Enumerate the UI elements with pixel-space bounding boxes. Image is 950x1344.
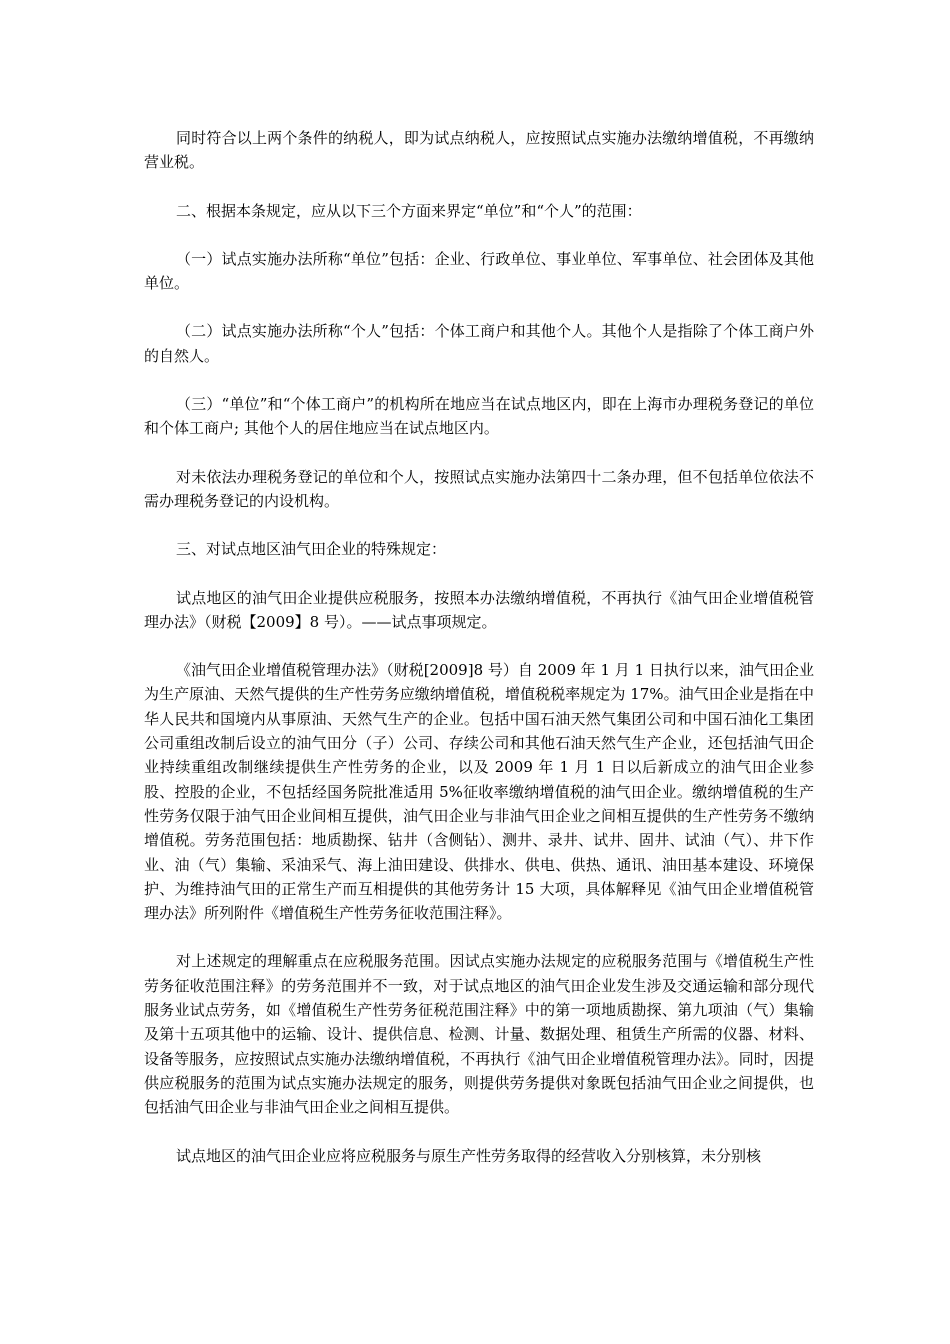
paragraph-section-two-heading: 二、根据本条规定，应从以下三个方面来界定“单位”和“个人”的范围： (176, 201, 642, 220)
paragraph-taxpayer-conditions: 同时符合以上两个条件的纳税人，即为试点纳税人，应按照试点实施办法缴纳增值税，不再缴纳营业税。 (144, 129, 814, 172)
paragraph-unit-definition: （一）试点实施办法所称“单位”包括：企业、行政单位、事业单位、军事单位、社会团体及其他单位。 (144, 249, 814, 293)
paragraph-separate-accounting: 试点地区的油气田企业应将应税服务与原生产性劳务取得的经营收入分别核算，未分别核 (176, 1146, 762, 1165)
paragraph-unregistered-units: 对未依法办理税务登记的单位和个人，按照试点实施办法第四十二条办理，但不包括单位依法不需办理税务登记的内设机构。 (144, 467, 814, 510)
paragraph-location-requirement: （三）“单位”和“个体工商户”的机构所在地应当在试点地区内，即在上海市办理税务登记的单位和个体工商户; 其他个人的居住地应当在试点地区内。 (144, 395, 814, 438)
paragraph-individual-definition: （二）试点实施办法所称“个人”包括：个体工商户和其他个人。其他个人是指除了个体工商户外的自然人。 (144, 322, 814, 365)
paragraph-oilfield-vat-rules: 《油气田企业增值税管理办法》（财税[2009]8 号）自 2009 年 1 月 1 日执行以来，油气田企业为生产原油、天然气提供的生产性劳务应缴纳增值税，增值税税率规定为 17%。油气田企业是指在中华人民共和国境内从事原油、天然气生产的企业。包括中国石油天然气集团公司和中国石油化工集团公司重组改制后设立的油气田分（子）公司、存续公司和其他石油天然气生产企业，还包括油气田企业持续重组改制继续提供生产性劳务的企业，以及 2009 年 1 月 1 日以后新成立的油气田企业参股、控股的企业，不包括经国务院批准适用 5%征收率缴纳增值税的油气田企业。缴纳增值税的生产性劳务仅限于油气田企业间相互提供，油气田企业与非油气田企业之间相互提供的生产性劳务不缴纳增值税。劳务范围包括：地质勘探、钻井（含侧钻）、测井、录井、试井、固井、试油（气）、井下作业、油（气）集输、采油采气、海上油田建设、供排水、供电、供热、通讯、油田基本建设、环境保护、为维持油气田的正常生产而互相提供的其他劳务计 15 大项，具体解释见《油气田企业增值税管理办法》所列附件《增值税生产性劳务征收范围注释》。 (144, 661, 814, 923)
paragraph-service-scope: 对上述规定的理解重点在应税服务范围。因试点实施办法规定的应税服务范围与《增值税生产性劳务征收范围注释》的劳务范围并不一致，对于试点地区的油气田企业发生涉及交通运输和部分现代服务业试点劳务，如《增值税生产性劳务征税范围注释》中的第一项地质勘探、第九项油（气）集输及第十五项其他中的运输、设计、提供信息、检测、计量、数据处理、租赁生产所需的仪器、材料、设备等服务，应按照试点实施办法缴纳增值税，不再执行《油气田企业增值税管理办法》。同时，因提供应税服务的范围为试点实施办法规定的服务，则提供劳务提供对象既包括油气田企业之间提供，也包括油气田企业与非油气田企业之间相互提供。 (144, 952, 814, 1117)
paragraph-oilfield-services: 试点地区的油气田企业提供应税服务，按照本办法缴纳增值税，不再执行《油气田企业增值税管理办法》（财税【2009】8 号）。——试点事项规定。 (144, 588, 814, 631)
document-body (144, 126, 814, 1168)
paragraph-section-three-heading: 三、对试点地区油气田企业的特殊规定： (176, 540, 447, 559)
